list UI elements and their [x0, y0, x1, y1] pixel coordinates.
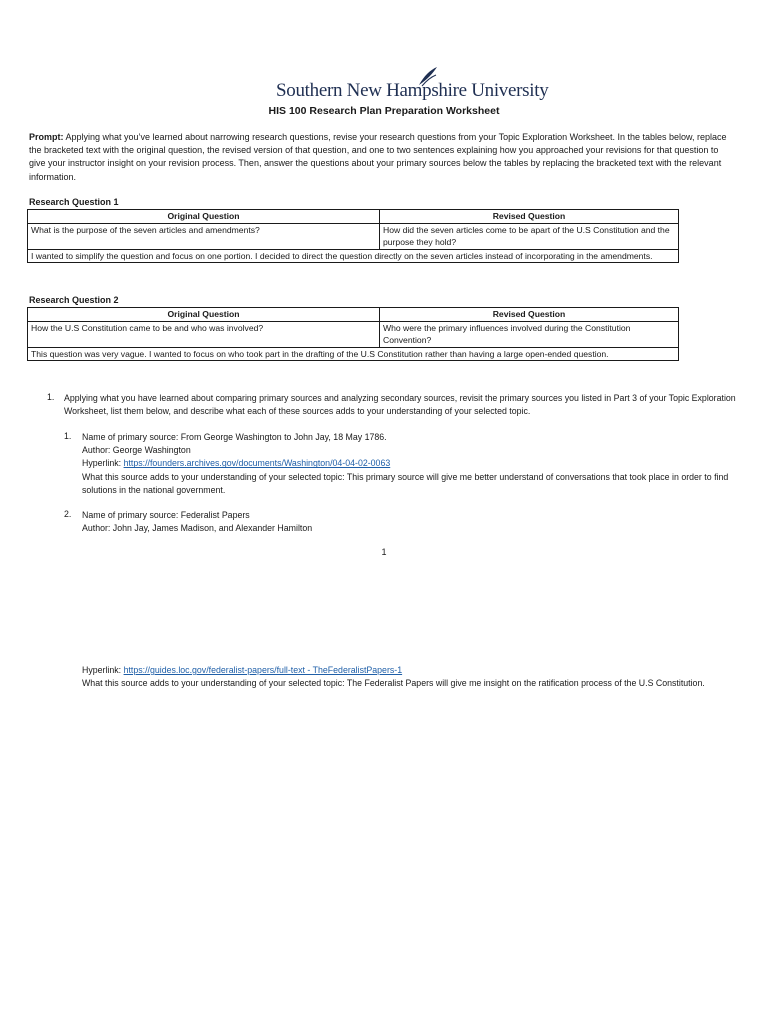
revised-question-header: Revised Question: [380, 308, 679, 322]
original-question-header: Original Question: [28, 308, 380, 322]
source-2-block: [82, 509, 732, 535]
table-row: [28, 347, 679, 361]
table-row: [28, 223, 679, 249]
table-row: [28, 249, 679, 263]
table-header-row: [28, 308, 679, 322]
source-2-hyperlink-line: [82, 664, 732, 677]
revision-explanation-cell[interactable]: This question was very vague. I wanted to focus on who took part in the drafting of the U.S Constitution rather than having a large open-ended question.: [28, 347, 679, 361]
university-logo: [276, 66, 549, 104]
source-1-hyperlink-line: [82, 457, 732, 470]
research-question-2-table: [27, 307, 679, 361]
hyperlink-label: Hyperlink:: [82, 458, 124, 469]
original-question-cell[interactable]: What is the purpose of the seven articles and amendments?: [28, 223, 380, 249]
source-1-hyperlink[interactable]: https://founders.archives.gov/documents/Washington/04-04-02-0063: [123, 458, 391, 469]
source-1-block: [82, 431, 732, 497]
revised-question-cell[interactable]: How did the seven articles come to be apart of the U.S Constitution and the purpose they hold?: [380, 223, 679, 249]
source-2-author: Author: John Jay, James Madison, and Alexander Hamilton: [82, 523, 313, 534]
source-2-adds: What this source adds to your understanding of your selected topic: The Federalist Papers will give me insight on the ratification process of the U.S Constitution.: [82, 678, 705, 689]
source-2-name: Name of primary source: Federalist Papers: [82, 510, 250, 520]
original-question-cell[interactable]: How the U.S Constitution came to be and who was involved?: [28, 321, 380, 347]
list-item-number: 1.: [47, 392, 55, 402]
worksheet-title: HIS 100 Research Plan Preparation Worksheet: [268, 105, 500, 117]
research-question-1-table: [27, 209, 679, 263]
prompt-paragraph: [29, 131, 737, 184]
research-question-2-heading: Research Question 2: [29, 295, 119, 305]
research-question-1-heading: Research Question 1: [29, 197, 119, 207]
table-header-row: [28, 210, 679, 224]
list-item-text: Applying what you have learned about comparing primary sources and analyzing secondary sources, revisit the primary sources you listed in Part 3 of your Topic Exploration Worksheet, list them below, and describe what each of these sources adds to your understanding of your selected topic.: [64, 393, 736, 417]
table-row: [28, 321, 679, 347]
logo-text: Southern New Hampshire University: [276, 80, 549, 101]
source-1-name: Name of primary source: From George Washington to John Jay, 18 May 1786.: [82, 432, 387, 442]
source-1-number: 1.: [64, 431, 72, 441]
source-1-author: Author: George Washington: [82, 445, 191, 456]
prompt-text: Applying what you’ve learned about narrowing research questions, revise your research questions from your Topic Exploration Worksheet. In the tables below, replace the bracketed text with the original question, the revised version of that question, and one to two sentences explaining how you approached your revisions for that question to give your instructor insight on your revision process. Then, answer the questions about your primary sources below the tables by replacing the bracketed text with the relevant information.: [29, 132, 727, 182]
source-2-continued: [82, 664, 732, 690]
source-2-hyperlink[interactable]: https://guides.loc.gov/federalist-papers/full-text - TheFederalistPapers-1: [123, 665, 403, 675]
source-2-number: 2.: [64, 509, 72, 519]
original-question-header: Original Question: [28, 210, 380, 224]
source-1-adds: What this source adds to your understanding of your selected topic: This primary source will give me better understand of conversations that took place in order to find solutions in the national government.: [82, 471, 729, 495]
revised-question-header: Revised Question: [380, 210, 679, 224]
revised-question-cell[interactable]: Who were the primary influences involved during the Constitution Convention?: [380, 321, 679, 347]
revision-explanation-cell[interactable]: I wanted to simplify the question and focus on one portion. I decided to direct the question directly on the seven articles instead of incorporating in the amendments.: [28, 249, 679, 263]
prompt-label: Prompt:: [29, 132, 64, 142]
hyperlink-label: Hyperlink:: [82, 665, 124, 675]
page-number: 1: [381, 547, 387, 557]
